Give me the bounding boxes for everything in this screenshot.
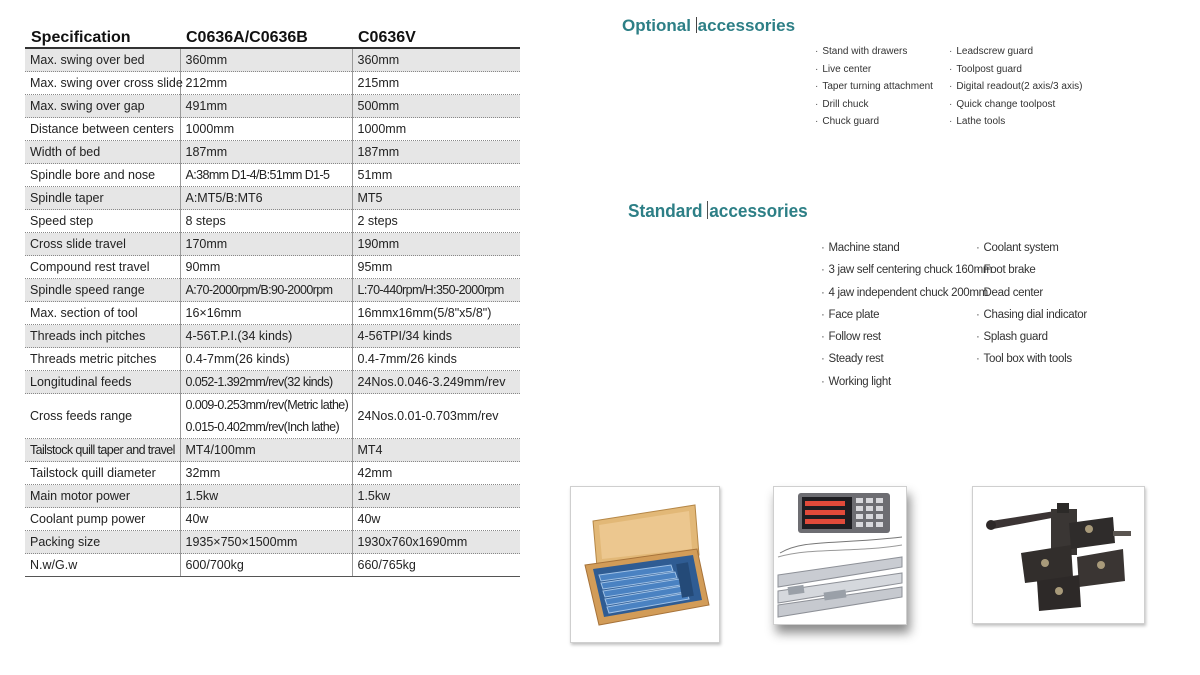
spec-label: Distance between centers <box>25 118 180 141</box>
spec-value-ab: 170mm <box>180 233 352 256</box>
quick-change-toolpost-icon <box>973 487 1144 623</box>
spec-value-v: 187mm <box>352 141 520 164</box>
spec-label: N.w/G.w <box>25 554 180 577</box>
spec-label: Width of bed <box>25 141 180 164</box>
spec-label: Spindle bore and nose <box>25 164 180 187</box>
spec-value-ab: 600/700kg <box>180 554 352 577</box>
spec-value-v: 500mm <box>352 95 520 118</box>
spec-value-ab <box>180 394 352 439</box>
spec-value-v: 51mm <box>352 164 520 187</box>
list-item: · Drill chuck <box>815 96 933 114</box>
spec-label: Max. swing over bed <box>25 48 180 72</box>
list-item: · Live center <box>815 61 933 79</box>
spec-label: Packing size <box>25 531 180 554</box>
optional-accessories-list-2 <box>949 43 1083 131</box>
list-item: · Working light <box>821 371 992 393</box>
lathe-tool-set-icon <box>571 487 719 642</box>
list-item: · Leadscrew guard <box>949 43 1083 61</box>
spec-value-v: MT4 <box>352 439 520 462</box>
spec-label: Max. swing over gap <box>25 95 180 118</box>
standard-accessories-title <box>628 200 808 222</box>
spec-label: Tailstock quill taper and travel <box>25 439 180 462</box>
spec-value-ab: 0.052-1.392mm/rev(32 kinds) <box>180 371 352 394</box>
optional-title-word: Optional <box>622 16 696 35</box>
list-item: · Lathe tools <box>949 113 1083 131</box>
spec-row <box>25 302 520 325</box>
spec-row <box>25 485 520 508</box>
spec-row <box>25 95 520 118</box>
list-item: · Digital readout(2 axis/3 axis) <box>949 78 1083 96</box>
spec-row <box>25 210 520 233</box>
spec-label: Threads inch pitches <box>25 325 180 348</box>
list-item: · Coolant system <box>976 237 1087 259</box>
spec-row <box>25 394 520 439</box>
list-item: · Follow rest <box>821 326 992 348</box>
spec-label: Tailstock quill diameter <box>25 462 180 485</box>
optional-accessories-title <box>622 16 795 36</box>
spec-row <box>25 48 520 72</box>
standard-accessories-list-1 <box>821 237 992 393</box>
spec-value-ab: A:38mm D1-4/B:51mm D1-5 <box>180 164 352 187</box>
spec-label: Max. section of tool <box>25 302 180 325</box>
list-item: · Chuck guard <box>815 113 933 131</box>
list-item: · Chasing dial indicator <box>976 304 1087 326</box>
spec-label: Compound rest travel <box>25 256 180 279</box>
spec-row <box>25 118 520 141</box>
spec-value-v: 24Nos.0.01-0.703mm/rev <box>352 394 520 439</box>
spec-row <box>25 371 520 394</box>
spec-label: Max. swing over cross slide <box>25 72 180 95</box>
spec-row <box>25 233 520 256</box>
spec-row <box>25 325 520 348</box>
spec-value-v: 0.4-7mm/26 kinds <box>352 348 520 371</box>
spec-value-ab: A:MT5/B:MT6 <box>180 187 352 210</box>
spec-label: Spindle speed range <box>25 279 180 302</box>
list-item: · Toolpost guard <box>949 61 1083 79</box>
standard-title-word-2: accessories <box>709 200 808 221</box>
spec-value-v: 40w <box>352 508 520 531</box>
optional-title-word-2: accessories <box>697 16 796 35</box>
spec-value-v: 1000mm <box>352 118 520 141</box>
spec-value-ab: 16×16mm <box>180 302 352 325</box>
spec-row <box>25 256 520 279</box>
spec-row <box>25 72 520 95</box>
spec-row <box>25 187 520 210</box>
spec-value-v: 95mm <box>352 256 520 279</box>
spec-value-v: 4-56TPI/34 kinds <box>352 325 520 348</box>
spec-row <box>25 164 520 187</box>
lathe-tool-set-photo <box>570 486 720 643</box>
spec-value-v: 24Nos.0.046-3.249mm/rev <box>352 371 520 394</box>
spec-label: Main motor power <box>25 485 180 508</box>
spec-row <box>25 348 520 371</box>
spec-value-ab: A:70-2000rpm/B:90-2000rpm <box>180 279 352 302</box>
spec-value-ab: 212mm <box>180 72 352 95</box>
spec-row <box>25 141 520 164</box>
digital-readout-photo <box>773 486 907 625</box>
specification-table <box>25 26 520 577</box>
list-item: · Machine stand <box>821 237 992 259</box>
spec-value-ab-line2: 0.015-0.402mm/rev(Inch lathe) <box>185 419 340 434</box>
spec-row <box>25 508 520 531</box>
list-item: · Stand with drawers <box>815 43 933 61</box>
spec-value-v: 16mmx16mm(5/8"x5/8") <box>352 302 520 325</box>
spec-value-ab: 40w <box>180 508 352 531</box>
header-specification: Specification <box>25 26 180 48</box>
spec-value-ab: 187mm <box>180 141 352 164</box>
quick-change-toolpost-photo <box>972 486 1145 624</box>
list-item: · Quick change toolpost <box>949 96 1083 114</box>
spec-value-ab: 0.4-7mm(26 kinds) <box>180 348 352 371</box>
list-item: · Splash guard <box>976 326 1087 348</box>
list-item: · Dead center <box>976 282 1087 304</box>
spec-value-ab: 90mm <box>180 256 352 279</box>
digital-readout-icon <box>774 487 906 624</box>
spec-header-row <box>25 26 520 48</box>
spec-row <box>25 462 520 485</box>
spec-value-v: 215mm <box>352 72 520 95</box>
spec-label: Coolant pump power <box>25 508 180 531</box>
list-item: · Face plate <box>821 304 992 326</box>
spec-value-ab: 8 steps <box>180 210 352 233</box>
spec-row <box>25 554 520 577</box>
spec-label: Longitudinal feeds <box>25 371 180 394</box>
optional-accessories-list-1 <box>815 43 933 131</box>
spec-value-v: 360mm <box>352 48 520 72</box>
spec-value-ab: 360mm <box>180 48 352 72</box>
spec-value-v: MT5 <box>352 187 520 210</box>
spec-label: Cross slide travel <box>25 233 180 256</box>
spec-value-ab: MT4/100mm <box>180 439 352 462</box>
spec-value-ab: 1000mm <box>180 118 352 141</box>
list-item: · Foot brake <box>976 259 1087 281</box>
spec-value-ab: 1.5kw <box>180 485 352 508</box>
spec-value-ab: 4-56T.P.I.(34 kinds) <box>180 325 352 348</box>
standard-accessories-list-2 <box>976 237 1087 371</box>
spec-label: Threads metric pitches <box>25 348 180 371</box>
list-item: · 3 jaw self centering chuck 160mm <box>821 259 992 281</box>
spec-row <box>25 531 520 554</box>
list-item: · Taper turning attachment <box>815 78 933 96</box>
spec-value-v: 42mm <box>352 462 520 485</box>
spec-row <box>25 439 520 462</box>
spec-label: Cross feeds range <box>25 394 180 439</box>
spec-value-v: 1930x760x1690mm <box>352 531 520 554</box>
spec-value-v: 1.5kw <box>352 485 520 508</box>
spec-value-ab: 32mm <box>180 462 352 485</box>
list-item: · 4 jaw independent chuck 200mm <box>821 282 992 304</box>
spec-value-v: 660/765kg <box>352 554 520 577</box>
spec-label: Spindle taper <box>25 187 180 210</box>
spec-label: Speed step <box>25 210 180 233</box>
spec-value-v: 190mm <box>352 233 520 256</box>
spec-value-v: 2 steps <box>352 210 520 233</box>
standard-title-word: Standard <box>628 200 708 221</box>
list-item: · Steady rest <box>821 348 992 370</box>
spec-row <box>25 279 520 302</box>
header-model-a-b: C0636A/C0636B <box>180 26 352 48</box>
spec-value-ab-line1: 0.009-0.253mm/rev(Metric lathe) <box>185 398 349 413</box>
spec-value-v: L:70-440rpm/H:350-2000rpm <box>352 279 520 302</box>
list-item: · Tool box with tools <box>976 348 1087 370</box>
header-model-v: C0636V <box>352 26 520 48</box>
spec-value-ab: 1935×750×1500mm <box>180 531 352 554</box>
spec-value-ab: 491mm <box>180 95 352 118</box>
text-cursor-icon <box>696 17 697 33</box>
